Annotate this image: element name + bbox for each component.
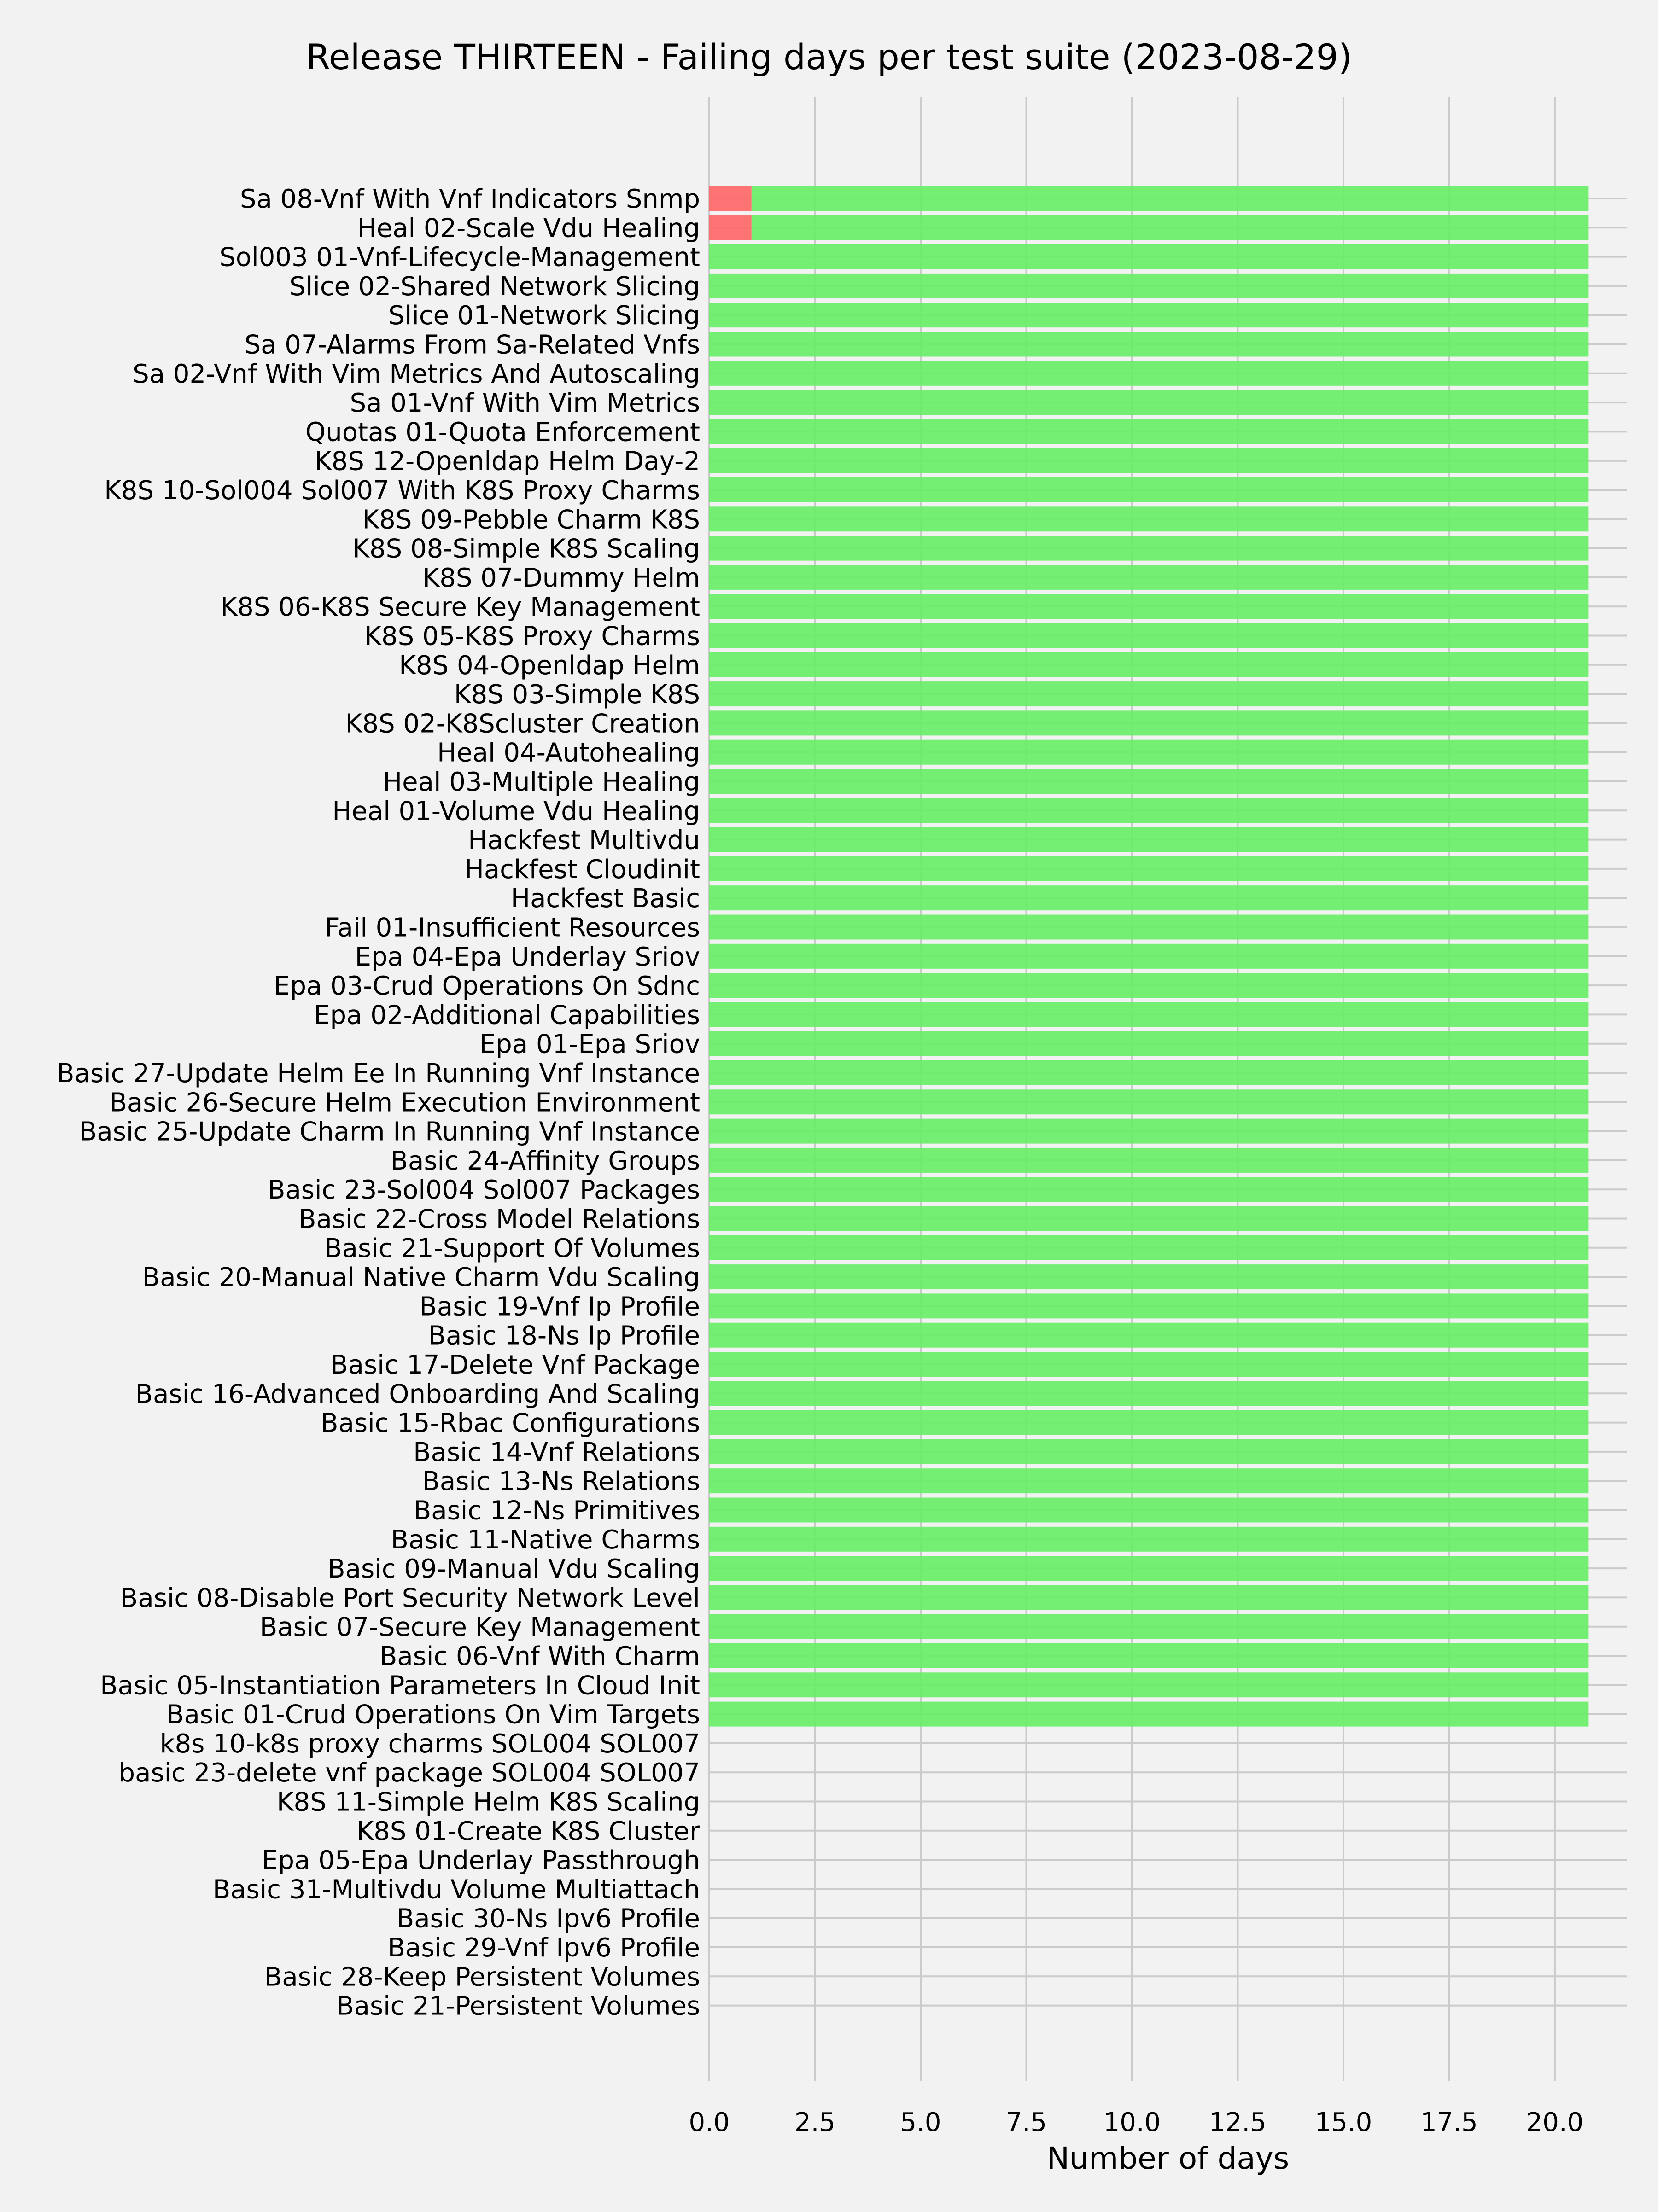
bar-passing-days <box>709 740 1588 765</box>
y-tick-label: K8S 10-Sol004 Sol007 With K8S Proxy Charms <box>104 476 700 506</box>
x-tick-label: 10.0 <box>1103 2107 1161 2137</box>
y-tick-label: Basic 14-Vnf Relations <box>413 1437 700 1467</box>
bar-passing-days <box>709 769 1588 794</box>
y-tick-label: Basic 29-Vnf Ipv6 Profile <box>387 1933 700 1963</box>
bar-passing-days <box>709 1206 1588 1231</box>
bar-passing-days <box>709 1148 1588 1173</box>
y-tick-label: Heal 01-Volume Vdu Healing <box>332 796 700 827</box>
bar-passing-days <box>709 1585 1588 1610</box>
bar-passing-days <box>709 1498 1588 1523</box>
y-tick-label: Basic 06-Vnf With Charm <box>379 1642 700 1671</box>
y-tick-label: K8S 08-Simple K8S Scaling <box>352 534 700 564</box>
x-tick-label: 12.5 <box>1209 2107 1267 2137</box>
y-tick-label: K8S 12-Openldap Helm Day-2 <box>315 446 700 477</box>
y-tick-label: basic 23-delete vnf package SOL004 SOL007 <box>118 1758 700 1788</box>
y-tick-label: k8s 10-k8s proxy charms SOL004 SOL007 <box>160 1729 700 1759</box>
x-tick-label: 17.5 <box>1420 2107 1478 2137</box>
y-tick-label: Basic 01-Crud Operations On Vim Targets <box>166 1700 700 1730</box>
y-tick-label: Basic 13-Ns Relations <box>422 1467 700 1497</box>
y-tick-label: Basic 09-Manual Vdu Scaling <box>327 1554 700 1584</box>
y-tick-label: Hackfest Multivdu <box>468 825 700 856</box>
bar-passing-days <box>709 361 1588 386</box>
bar-passing-days <box>709 827 1588 852</box>
bar-passing-days <box>709 1410 1588 1435</box>
bar-passing-days <box>709 303 1588 327</box>
bar-passing-days <box>709 1002 1588 1027</box>
x-tick-label: 20.0 <box>1526 2107 1584 2137</box>
y-tick-label: K8S 01-Create K8S Cluster <box>356 1816 700 1846</box>
y-tick-label: Epa 03-Crud Operations On Sdnc <box>274 971 700 1001</box>
bar-passing-days <box>709 332 1588 357</box>
bar-passing-days <box>709 1672 1588 1697</box>
y-tick-label: Basic 28-Keep Persistent Volumes <box>264 1962 700 1992</box>
y-tick-label: Basic 24-Affinity Groups <box>390 1146 700 1176</box>
bar-passing-days <box>709 1177 1588 1202</box>
x-tick-label: 2.5 <box>794 2107 836 2137</box>
bar-passing-days <box>709 1293 1588 1318</box>
bar-passing-days <box>709 1702 1588 1727</box>
y-tick-label: Basic 21-Persistent Volumes <box>336 1991 700 2021</box>
bar-passing-days <box>709 1060 1588 1085</box>
bar-passing-days <box>709 1643 1588 1668</box>
y-tick-label: Basic 21-Support Of Volumes <box>324 1233 700 1263</box>
bar-passing-days <box>709 565 1588 590</box>
y-tick-label: Sa 07-Alarms From Sa-Related Vnfs <box>244 330 700 360</box>
y-tick-label: Quotas 01-Quota Enforcement <box>305 417 700 448</box>
bar-passing-days <box>752 215 1589 240</box>
y-tick-label: Basic 15-Rbac Configurations <box>321 1408 700 1438</box>
bar-passing-days <box>709 1527 1588 1552</box>
y-tick-label: Slice 02-Shared Network Slicing <box>289 271 700 302</box>
bar-passing-days <box>709 915 1588 940</box>
bar-passing-days <box>709 1235 1588 1260</box>
y-tick-label: K8S 02-K8Scluster Creation <box>345 709 700 739</box>
y-tick-label: Basic 11-Native Charms <box>391 1525 700 1555</box>
y-tick-label: K8S 07-Dummy Helm <box>422 563 700 593</box>
chart-title: Release THIRTEEN - Failing days per test suite (2023-08-29) <box>306 36 1352 77</box>
bar-passing-days <box>709 1031 1588 1056</box>
y-tick-label: Epa 05-Epa Underlay Passthrough <box>262 1845 700 1876</box>
y-tick-label: Epa 04-Epa Underlay Sriov <box>355 942 700 972</box>
y-tick-label: Basic 19-Vnf Ip Profile <box>419 1292 700 1322</box>
y-tick-label: Basic 26-Secure Helm Execution Environment <box>109 1088 700 1118</box>
y-tick-label: K8S 05-K8S Proxy Charms <box>364 621 700 652</box>
bar-passing-days <box>709 1352 1588 1377</box>
bar-passing-days <box>709 973 1588 998</box>
bar-passing-days <box>709 623 1588 648</box>
bar-passing-days <box>709 536 1588 561</box>
bar-passing-days <box>709 506 1588 531</box>
y-tick-label: Basic 27-Update Helm Ee In Running Vnf Instance <box>57 1059 700 1089</box>
y-tick-label: Hackfest Basic <box>510 884 700 914</box>
y-tick-label: Basic 20-Manual Native Charm Vdu Scaling <box>142 1263 700 1293</box>
bar-passing-days <box>709 419 1588 444</box>
bar-passing-days <box>709 1119 1588 1144</box>
y-tick-label: Basic 23-Sol004 Sol007 Packages <box>268 1175 700 1205</box>
y-tick-label: Slice 01-Network Slicing <box>388 301 700 331</box>
y-tick-label: Sa 08-Vnf With Vnf Indicators Snmp <box>239 184 700 214</box>
y-tick-label: Basic 12-Ns Primitives <box>413 1496 700 1526</box>
y-tick-label: Epa 01-Epa Sriov <box>479 1029 700 1059</box>
x-tick-label: 5.0 <box>900 2107 941 2137</box>
x-tick-label: 0.0 <box>689 2107 730 2137</box>
y-tick-label: Epa 02-Additional Capabilities <box>314 1000 700 1030</box>
bar-failing-days <box>709 186 752 211</box>
bar-passing-days <box>752 186 1589 211</box>
bar-passing-days <box>709 274 1588 298</box>
bar-passing-days <box>709 885 1588 910</box>
y-tick-label: Basic 17-Delete Vnf Package <box>330 1350 700 1380</box>
x-tick-label: 15.0 <box>1314 2107 1372 2137</box>
bar-passing-days <box>709 944 1588 969</box>
bar-failing-days <box>709 215 752 240</box>
y-tick-label: Basic 08-Disable Port Security Network Level <box>120 1583 700 1613</box>
bar-passing-days <box>709 448 1588 473</box>
bar-passing-days <box>709 652 1588 677</box>
y-tick-label: Basic 05-Instantiation Parameters In Cloud Init <box>100 1671 700 1701</box>
bar-passing-days <box>709 856 1588 881</box>
y-tick-label: Basic 18-Ns Ip Profile <box>428 1321 700 1351</box>
y-tick-label: K8S 04-Openldap Helm <box>399 650 700 681</box>
y-tick-label: K8S 03-Simple K8S <box>454 680 700 710</box>
y-tick-label: Hackfest Cloudinit <box>464 854 700 885</box>
bar-passing-days <box>709 1614 1588 1639</box>
y-tick-label: K8S 09-Pebble Charm K8S <box>362 505 700 535</box>
y-tick-label: Basic 16-Advanced Onboarding And Scaling <box>135 1379 700 1409</box>
bar-passing-days <box>709 1089 1588 1114</box>
bar-passing-days <box>709 594 1588 619</box>
x-axis-label: Number of days <box>1046 2141 1290 2176</box>
bar-passing-days <box>709 1439 1588 1464</box>
y-tick-label: Basic 31-Multivdu Volume Multiattach <box>212 1874 700 1905</box>
bar-passing-days <box>709 390 1588 415</box>
y-tick-label: Basic 22-Cross Model Relations <box>298 1204 700 1234</box>
bar-passing-days <box>709 244 1588 269</box>
bar-passing-days <box>709 681 1588 706</box>
y-tick-label: Basic 30-Ns Ipv6 Profile <box>396 1903 700 1934</box>
y-tick-label: Heal 02-Scale Vdu Healing <box>357 213 700 244</box>
y-tick-label: Fail 01-Insufficient Resources <box>325 913 700 943</box>
y-tick-label: Sa 01-Vnf With Vim Metrics <box>350 388 700 419</box>
y-tick-label: Basic 07-Secure Key Management <box>259 1612 700 1642</box>
bar-passing-days <box>709 1468 1588 1493</box>
x-tick-label: 7.5 <box>1005 2107 1047 2137</box>
y-tick-label: K8S 06-K8S Secure Key Management <box>220 592 700 623</box>
y-tick-label: Basic 25-Update Charm In Running Vnf Instance <box>79 1117 700 1147</box>
y-tick-label: Sa 02-Vnf With Vim Metrics And Autoscaling <box>133 359 700 389</box>
bar-passing-days <box>709 710 1588 735</box>
y-tick-label: Sol003 01-Vnf-Lifecycle-Management <box>219 242 700 273</box>
bar-passing-days <box>709 798 1588 823</box>
bar-passing-days <box>709 477 1588 502</box>
bar-passing-days <box>709 1381 1588 1406</box>
bar-passing-days <box>709 1323 1588 1348</box>
y-tick-label: K8S 11-Simple Helm K8S Scaling <box>276 1787 700 1817</box>
y-tick-label: Heal 03-Multiple Healing <box>383 767 700 797</box>
y-tick-label: Heal 04-Autohealing <box>437 738 700 768</box>
bar-passing-days <box>709 1556 1588 1581</box>
bar-passing-days <box>709 1264 1588 1289</box>
